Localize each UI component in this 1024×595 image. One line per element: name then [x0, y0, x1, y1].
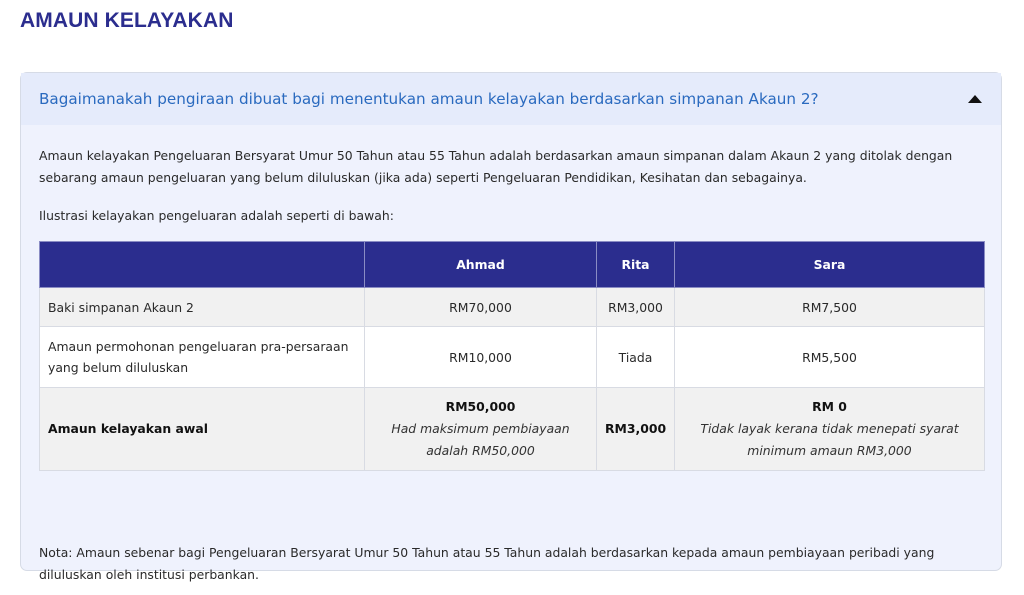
table-header-ahmad: Ahmad	[365, 242, 597, 288]
table-header-sara: Sara	[675, 242, 985, 288]
table-row	[40, 327, 985, 388]
cell-ahmad-amount: RM50,000	[445, 399, 516, 414]
cell-ahmad	[365, 388, 597, 471]
cell-rita: RM3,000	[597, 388, 675, 471]
illustration-caption: Ilustrasi kelayakan pengeluaran adalah seperti di bawah:	[39, 208, 394, 223]
row-label: Amaun permohonan pengeluaran pra-persaraan yang belum diluluskan	[40, 327, 365, 388]
faq-accordion	[20, 72, 1002, 582]
accordion-question[interactable]: Bagaimanakah pengiraan dibuat bagi menentukan amaun kelayakan berdasarkan simpanan Akaun 2?	[39, 90, 819, 108]
table-header-rita: Rita	[597, 242, 675, 288]
table-row	[40, 288, 985, 327]
cell-ahmad: RM70,000	[365, 288, 597, 327]
intro-paragraph: Amaun kelayakan Pengeluaran Bersyarat Umur 50 Tahun atau 55 Tahun adalah berdasarkan amaun simpanan dalam Akaun 2 yang ditolak dengan sebarang amaun pengeluaran yang belum diluluskan (jika ada) seperti Pengeluaran Pendidikan, Kesihatan dan sebagainya.	[39, 148, 953, 185]
table-header-row	[40, 242, 985, 288]
accordion-header[interactable]	[21, 73, 1001, 125]
table-header-empty	[40, 242, 365, 288]
cell-ahmad-note: Had maksimum pembiayaan adalah RM50,000	[391, 421, 570, 458]
note-paragraph: Nota: Amaun sebenar bagi Pengeluaran Bersyarat Umur 50 Tahun atau 55 Tahun adalah berdasarkan kepada amaun pembiayaan peribadi yang diluluskan oleh institusi perbankan.	[39, 545, 935, 582]
cell-sara	[675, 388, 985, 471]
cell-ahmad: RM10,000	[365, 327, 597, 388]
row-label: Baki simpanan Akaun 2	[40, 288, 365, 327]
cell-rita: RM3,000	[597, 288, 675, 327]
cell-sara: RM7,500	[675, 288, 985, 327]
cell-sara: RM5,500	[675, 327, 985, 388]
table-row	[40, 388, 985, 471]
cell-sara-note: Tidak layak kerana tidak menepati syarat minimum amaun RM3,000	[700, 421, 959, 458]
eligibility-table	[39, 241, 985, 471]
caret-up-icon[interactable]	[968, 95, 982, 103]
row-label: Amaun kelayakan awal	[40, 388, 365, 471]
cell-sara-amount: RM 0	[812, 399, 847, 414]
cell-rita: Tiada	[597, 327, 675, 388]
section-title: AMAUN KELAYAKAN	[20, 9, 234, 32]
